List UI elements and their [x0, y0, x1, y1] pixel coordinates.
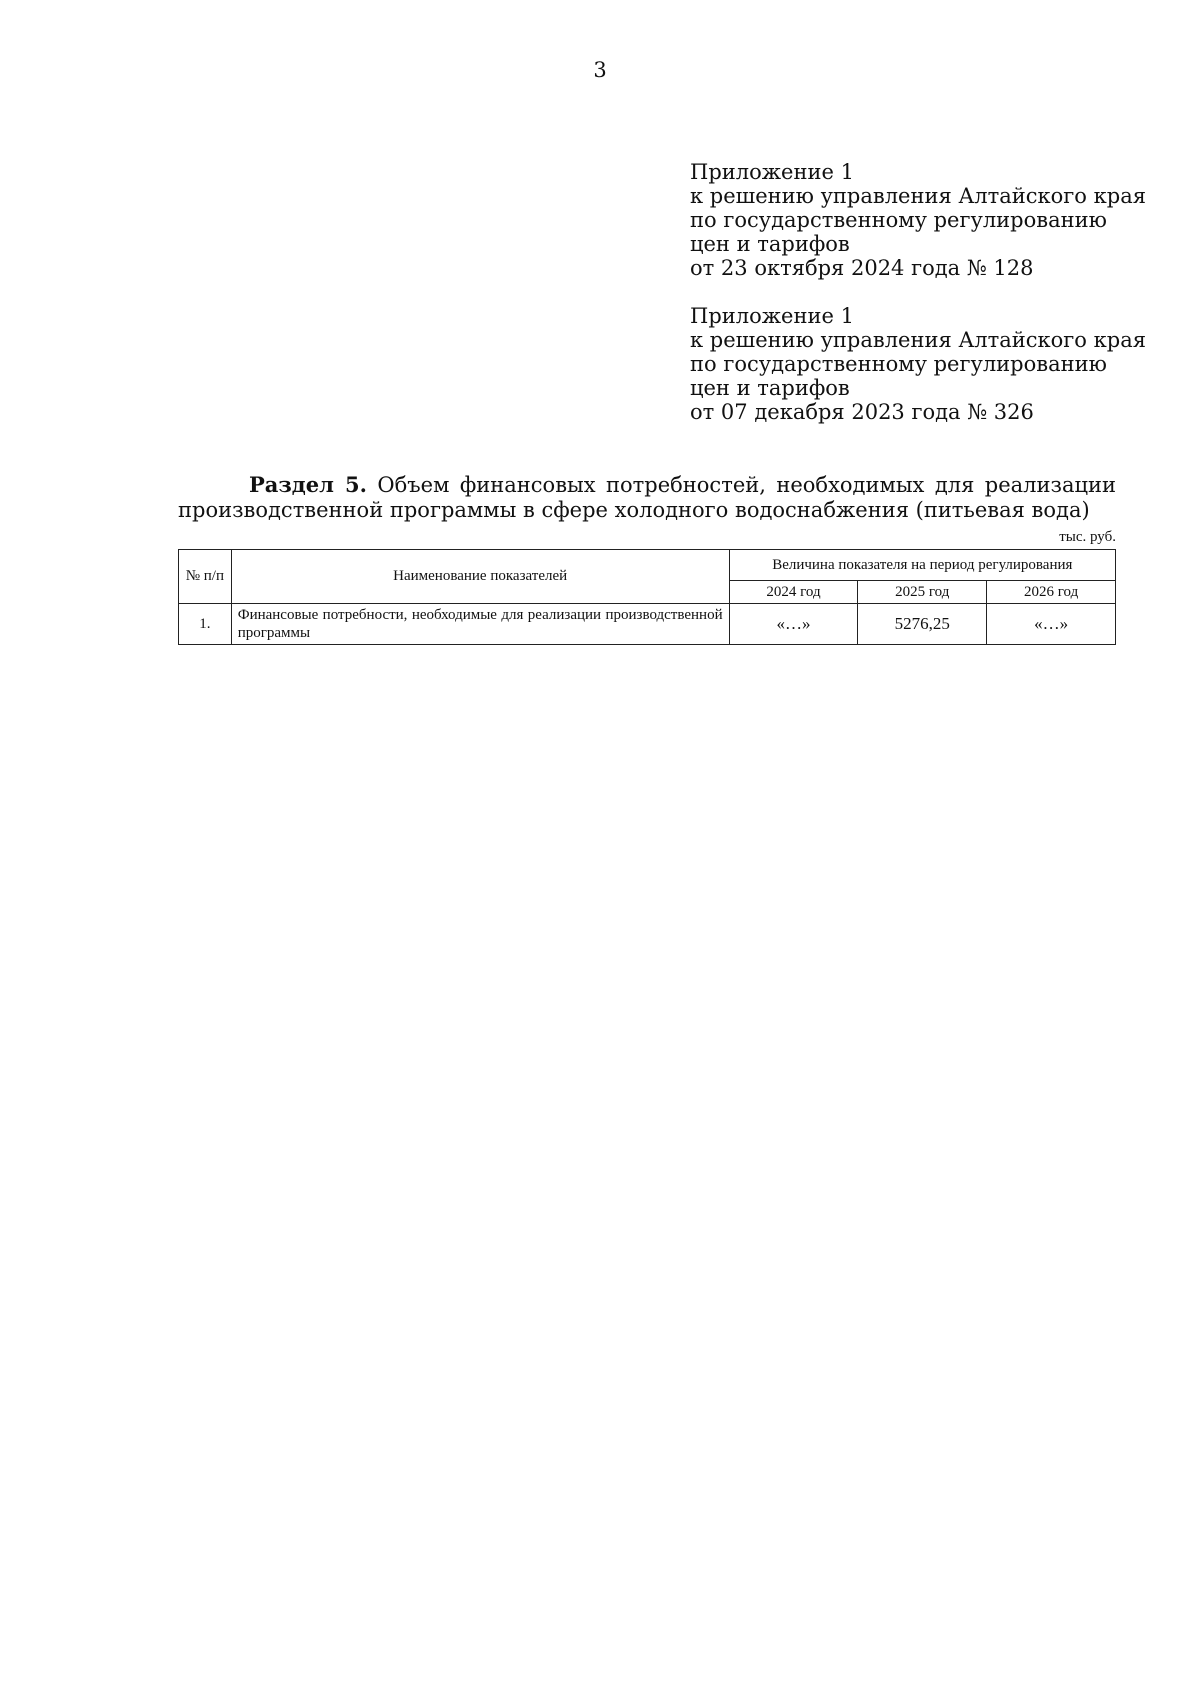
header-number: № п/п	[179, 550, 232, 604]
appendix-line: по государственному регулированию	[690, 352, 1107, 376]
appendix-line: цен и тарифов	[690, 232, 850, 256]
header-name: Наименование показателей	[231, 550, 729, 604]
appendix-line: к решению управления Алтайского края	[690, 184, 1146, 208]
appendix-line: от 23 октября 2024 года № 128	[690, 256, 1034, 280]
financial-needs-table	[178, 549, 1116, 645]
appendix-line: Приложение 1	[690, 304, 854, 328]
appendix-current-reference	[690, 160, 1160, 280]
header-period-group: Величина показателя на период регулирования	[729, 550, 1115, 581]
row-value: «…»	[987, 604, 1116, 645]
appendix-line: Приложение 1	[690, 160, 854, 184]
row-name: Финансовые потребности, необходимые для реализации производственной программы	[231, 604, 729, 645]
unit-label: тыс. руб.	[1059, 529, 1116, 545]
section-title: Объем финансовых потребностей, необходимых для реализации производственной программы в сфере холодного водоснабжения (питьевая вода)	[178, 473, 1116, 522]
section-heading	[178, 472, 1116, 523]
header-year: 2026 год	[987, 581, 1116, 604]
table-row	[179, 604, 1116, 645]
table-header-row	[179, 550, 1116, 581]
appendix-previous-reference	[690, 304, 1160, 424]
header-year: 2025 год	[858, 581, 987, 604]
appendix-line: к решению управления Алтайского края	[690, 328, 1146, 352]
row-value: 5276,25	[858, 604, 987, 645]
appendix-line: от 07 декабря 2023 года № 326	[690, 400, 1034, 424]
row-value: «…»	[729, 604, 858, 645]
header-year: 2024 год	[729, 581, 858, 604]
page-number: 3	[593, 58, 607, 82]
section-label: Раздел 5.	[249, 472, 367, 497]
appendix-line: цен и тарифов	[690, 376, 850, 400]
row-number: 1.	[179, 604, 232, 645]
appendix-line: по государственному регулированию	[690, 208, 1107, 232]
